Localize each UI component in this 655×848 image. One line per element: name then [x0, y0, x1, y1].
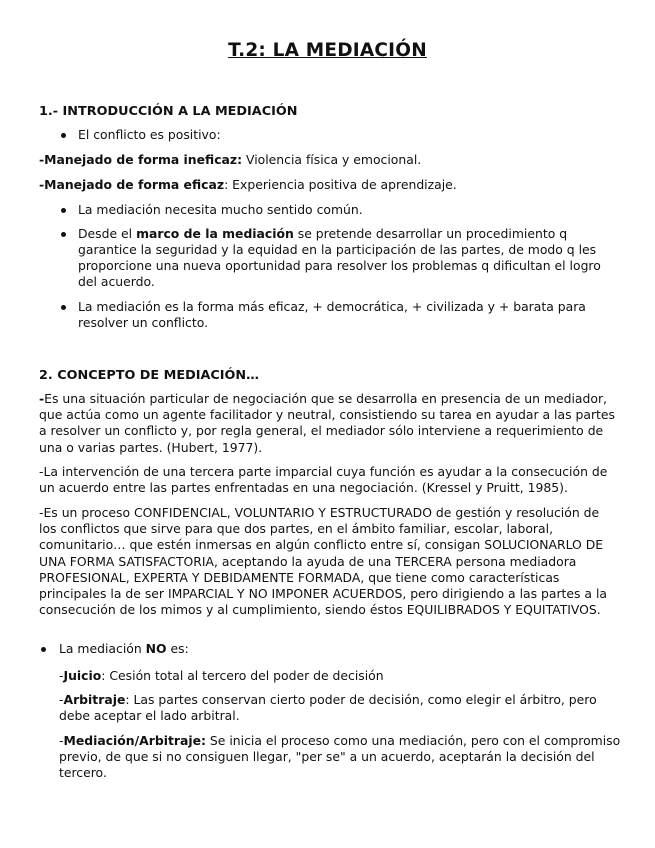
line-eficaz — [39, 177, 457, 193]
arbitraje-dash: - — [59, 692, 64, 707]
bullet-icon — [61, 305, 66, 310]
juicio-dash: - — [59, 668, 64, 683]
bullet-forma-eficaz: La mediación es la forma más eficaz, + democrática, + civilizada y + barata para resolver un conflicto. — [78, 299, 586, 330]
para1-dash: - — [39, 391, 45, 406]
ineficaz-text: Violencia física y emocional. — [242, 152, 422, 167]
ineficaz-label: -Manejado de forma ineficaz: — [39, 152, 243, 167]
no-bold: NO — [145, 641, 167, 656]
eficaz-label: -Manejado de forma eficaz — [39, 177, 225, 192]
section-2-heading: 2. CONCEPTO DE MEDIACIÓN… — [39, 368, 259, 383]
arbitraje-text: : Las partes conservan cierto poder de decisión, como elegir el árbitro, pero debe aceptar el lado arbitral. — [59, 692, 597, 723]
juicio-label: Juicio — [63, 668, 102, 683]
medarb-label: Mediación/Arbitraje: — [63, 733, 206, 748]
no-pre: La mediación — [59, 641, 146, 656]
marco-pre: Desde el — [78, 226, 137, 241]
no-post: es: — [166, 641, 189, 656]
section-1-heading: 1.- INTRODUCCIÓN A LA MEDIACIÓN — [39, 104, 298, 119]
bullet-icon — [61, 208, 66, 213]
paragraph-kressel: -La intervención de una tercera parte imparcial cuya función es ayudar a la consecución de un acuerdo entre las partes enfrentadas en una negociación. (Kressel y Pruitt, 1985). — [39, 464, 608, 496]
juicio-text: : Cesión total al tercero del poder de decisión — [101, 668, 384, 683]
bullet-icon — [61, 232, 66, 237]
medarb-text: Se inicia el proceso como una mediación, pero con el compromiso previo, de que si no consiguen llegar, "per se" a un acuerdo, aceptarán la decisión del tercero. — [59, 733, 621, 780]
marco-post: se pretende desarrollar un procedimiento q garantice la seguridad y la equidad en la participación de las partes, de modo q les proporcione una nueva oportunidad para resolver los problemas q dificultan el logro del acuerdo. — [78, 226, 601, 289]
bullet-mediacion-no — [59, 641, 189, 657]
paragraph-hubert — [39, 391, 619, 456]
bullet-icon — [61, 133, 66, 138]
para1-text: Es una situación particular de negociación que se desarrolla en presencia de un mediador, que actúa como un agente facilitador y neutral, consistiendo su tarea en ayudar a las partes a resolver un conflicto y, por regla general, el mediador sólo interviene a requerimiento de una o varias partes. (Hubert, 1977). — [39, 391, 615, 455]
bullet-marco-mediacion — [78, 226, 623, 290]
bullet-icon — [41, 647, 46, 652]
bullet-sentido-comun: La mediación necesita mucho sentido común. — [78, 202, 363, 217]
medarb-dash: - — [59, 733, 64, 748]
eficaz-text: : Experiencia positiva de aprendizaje. — [224, 177, 457, 192]
item-juicio — [59, 668, 629, 684]
line-ineficaz — [39, 152, 421, 168]
paragraph-proceso: -Es un proceso CONFIDENCIAL, VOLUNTARIO Y ESTRUCTURADO de gestión y resolución de los conflictos que sirve para que dos partes, en el ámbito familiar, escolar, laboral, comunitario… que estén inmersas en algún conflicto entre sí, consigan SOLUCIONARLO DE UNA FORMA SATISFACTORIA, aceptando la ayuda de una TERCERA persona mediadora PROFESIONAL, EXPERTA Y DEBIDAMENTE FORMADA, que tiene como características principales la de ser IMPARCIAL Y NO IMPONER ACUERDOS, pero dirigiendo a las partes a la consecución de los mimos y al cumplimiento, siendo éstos EQUILIBRADOS Y EQUITATIVOS. — [39, 505, 607, 618]
marco-bold: marco de la mediación — [136, 226, 294, 241]
item-mediacion-arbitraje — [59, 733, 629, 781]
item-arbitraje — [59, 692, 629, 724]
bullet-conflict-positive: El conflicto es positivo: — [78, 127, 221, 142]
arbitraje-label: Arbitraje — [63, 692, 126, 707]
page-title: T.2: LA MEDIACIÓN — [228, 40, 427, 61]
